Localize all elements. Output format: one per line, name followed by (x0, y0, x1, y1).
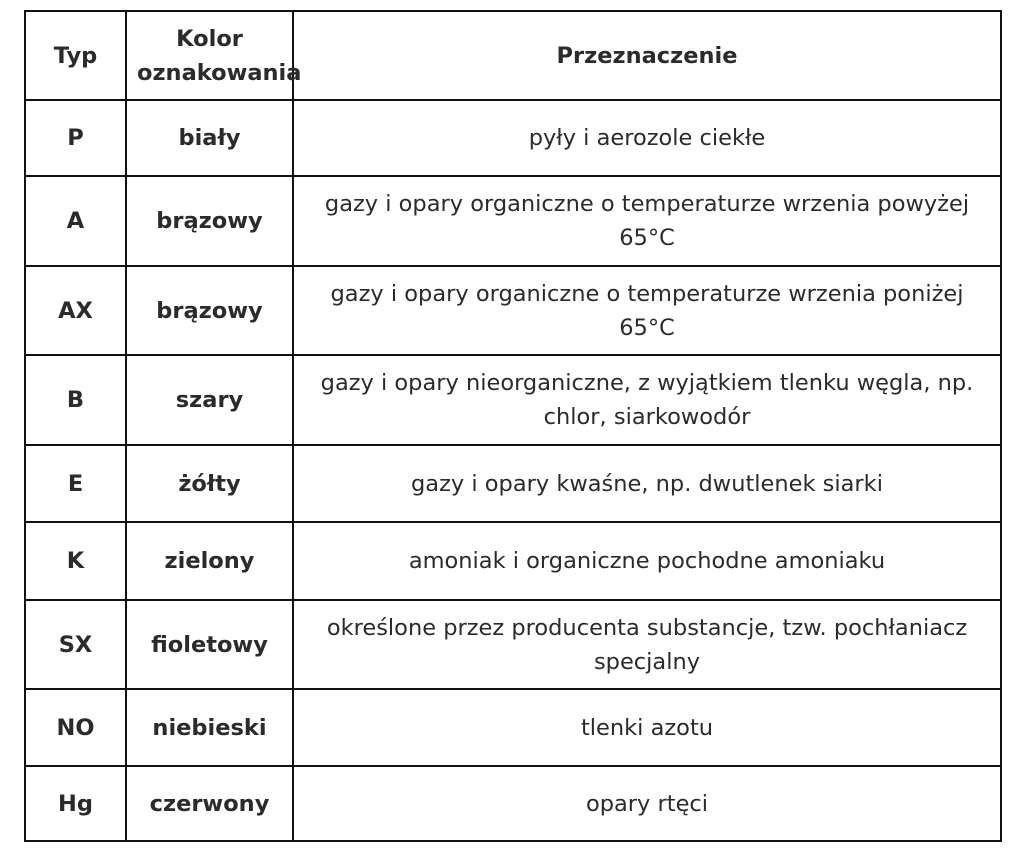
color-cell: żółty (126, 445, 293, 522)
table-row (25, 355, 1001, 445)
purpose-cell: gazy i opary organiczne o temperaturze wrzenia poniżej 65°C (293, 266, 1001, 355)
type-cell: P (25, 100, 126, 176)
table-row (25, 266, 1001, 355)
absorber-types-table (24, 10, 1002, 842)
header-purpose: Przeznaczenie (293, 11, 1001, 100)
color-cell: fioletowy (126, 600, 293, 689)
table-row (25, 689, 1001, 766)
type-cell: AX (25, 266, 126, 355)
color-cell: biały (126, 100, 293, 176)
table-row (25, 600, 1001, 689)
purpose-cell: amoniak i organiczne pochodne amoniaku (293, 522, 1001, 600)
type-cell: SX (25, 600, 126, 689)
color-cell: brązowy (126, 266, 293, 355)
purpose-cell: gazy i opary nieorganiczne, z wyjątkiem tlenku węgla, np. chlor, siarkowodór (293, 355, 1001, 445)
type-cell: NO (25, 689, 126, 766)
header-type: Typ (25, 11, 126, 100)
purpose-cell: opary rtęci (293, 766, 1001, 841)
table-container (24, 10, 1002, 842)
table-row (25, 176, 1001, 266)
type-cell: A (25, 176, 126, 266)
purpose-cell: tlenki azotu (293, 689, 1001, 766)
purpose-cell: gazy i opary kwaśne, np. dwutlenek siarki (293, 445, 1001, 522)
type-cell: B (25, 355, 126, 445)
table-row (25, 766, 1001, 841)
purpose-cell: pyły i aerozole ciekłe (293, 100, 1001, 176)
table-row (25, 100, 1001, 176)
color-cell: niebieski (126, 689, 293, 766)
table-header-row (25, 11, 1001, 100)
color-cell: szary (126, 355, 293, 445)
color-cell: czerwony (126, 766, 293, 841)
header-color: Kolor oznakowania (126, 11, 293, 100)
purpose-cell: określone przez producenta substancje, tzw. pochłaniacz specjalny (293, 600, 1001, 689)
type-cell: Hg (25, 766, 126, 841)
table-row (25, 522, 1001, 600)
color-cell: zielony (126, 522, 293, 600)
table-row (25, 445, 1001, 522)
type-cell: K (25, 522, 126, 600)
purpose-cell: gazy i opary organiczne o temperaturze wrzenia powyżej 65°C (293, 176, 1001, 266)
color-cell: brązowy (126, 176, 293, 266)
type-cell: E (25, 445, 126, 522)
